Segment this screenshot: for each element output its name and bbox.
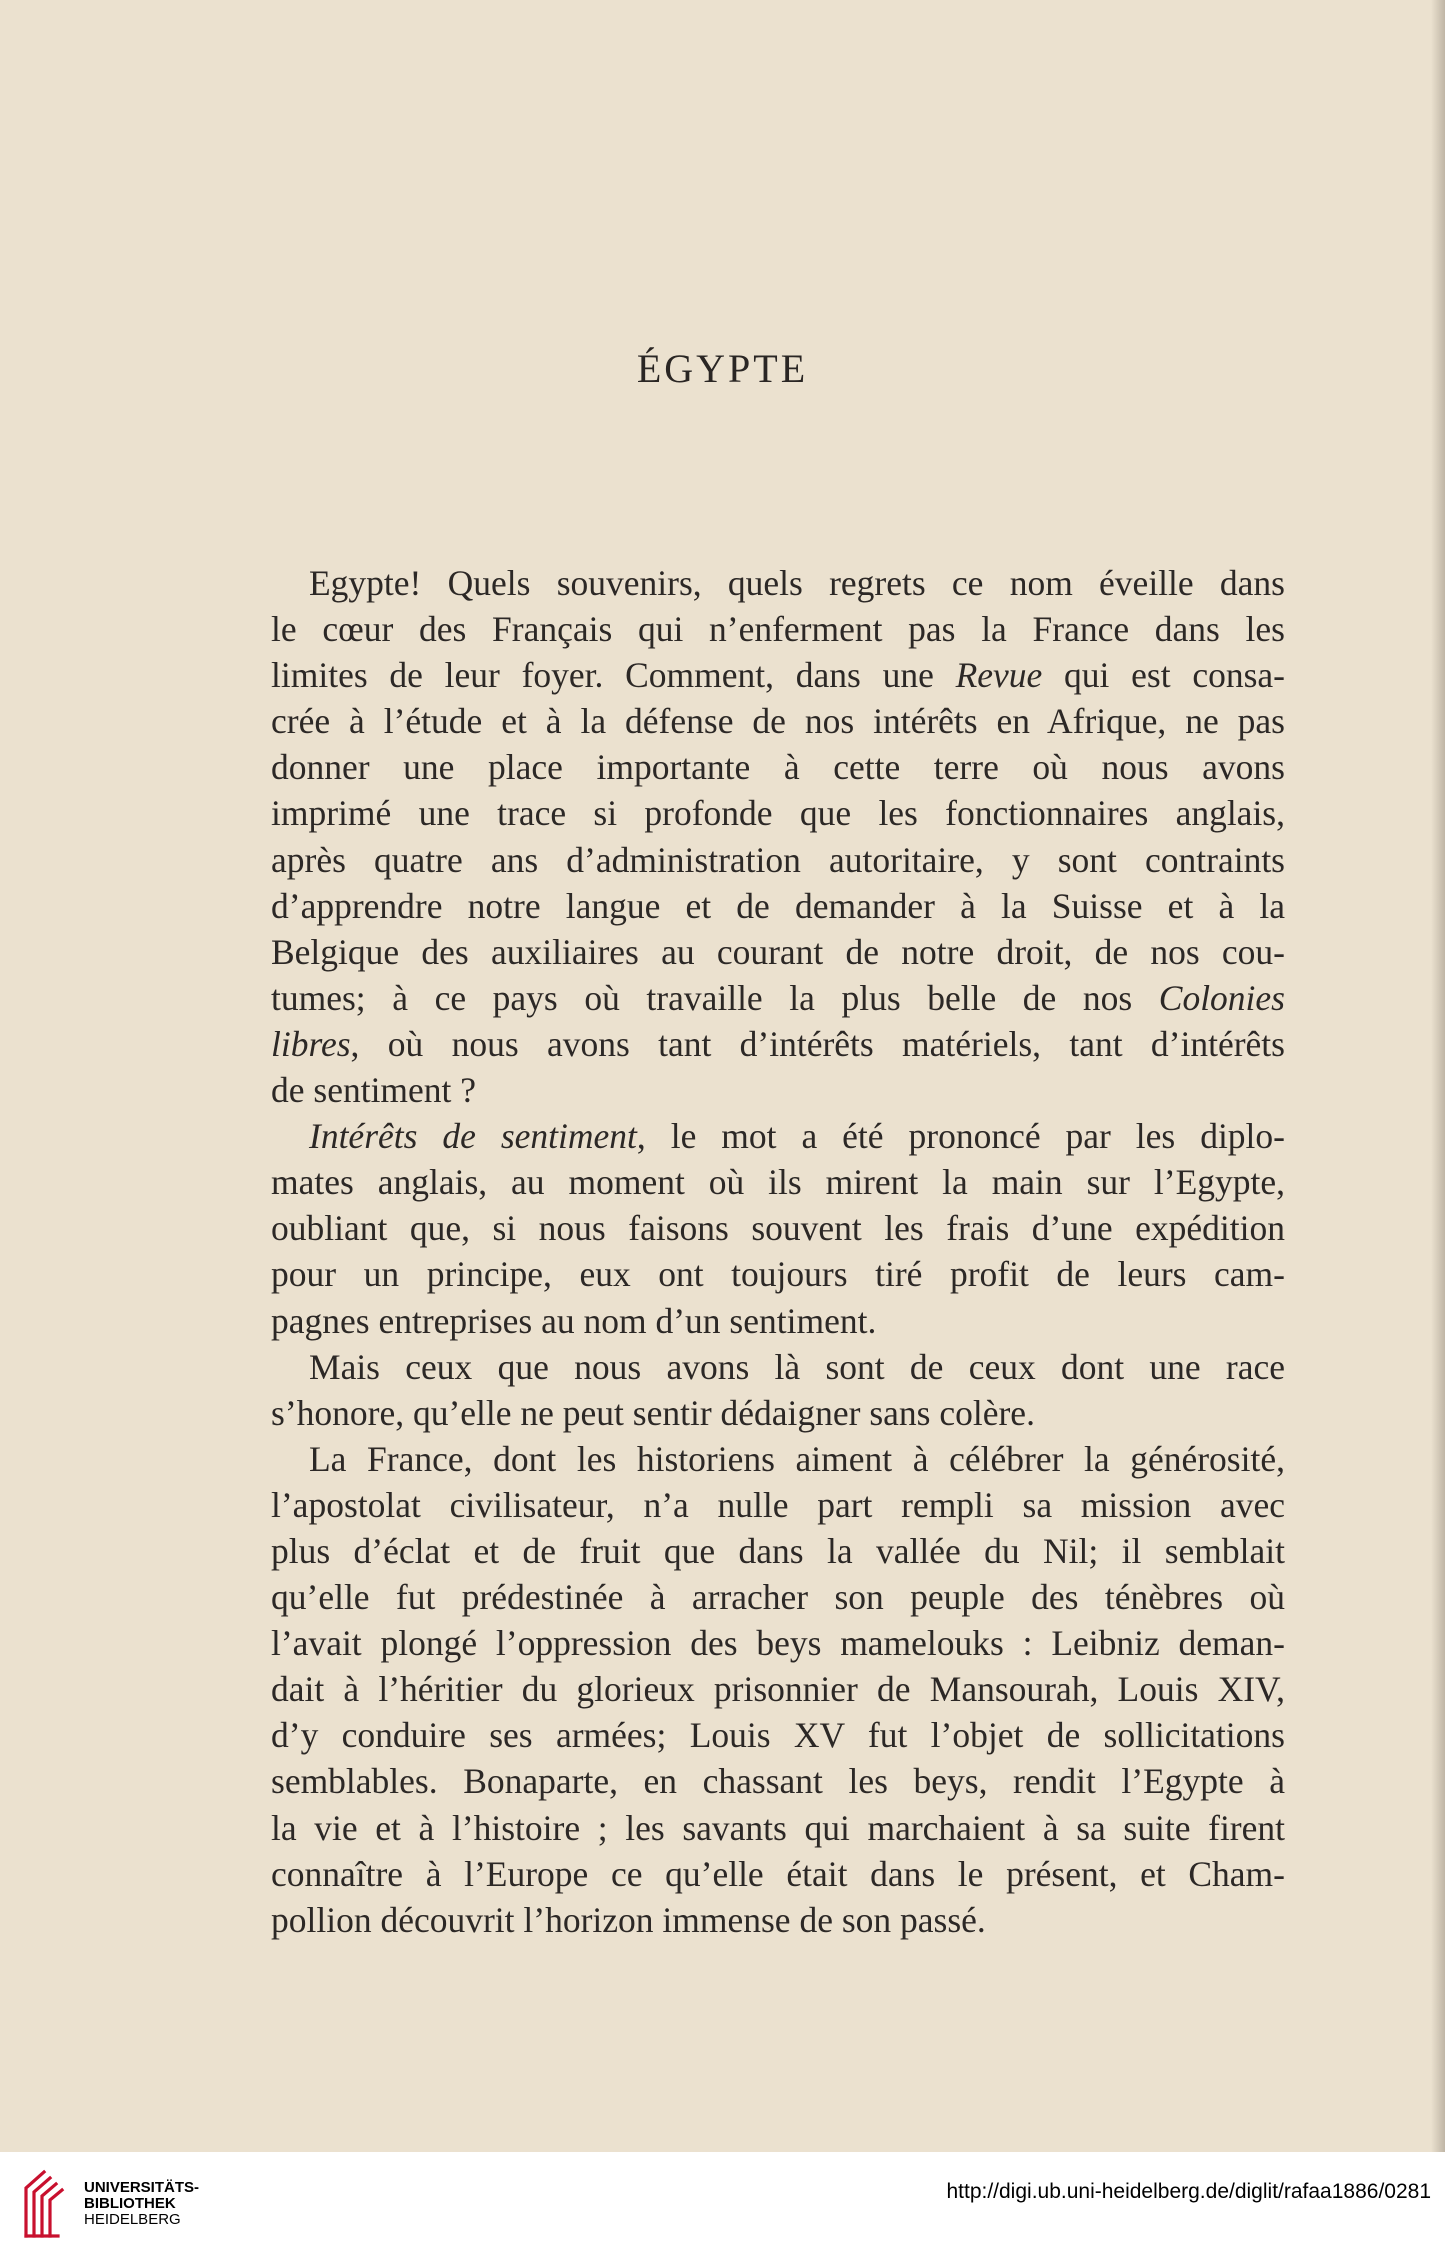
text-line: d’apprendre notre langue et de demander à la Suisse et à la — [271, 885, 1285, 926]
text-line: donner une place importante à cette terre où nous avons — [271, 747, 1285, 788]
text-line: mates anglais, au moment où ils mirent la main sur l’Egypte, — [271, 1162, 1285, 1203]
text-line: tumes; à ce pays où travaille la plus belle de nos Colonies — [271, 977, 1285, 1018]
library-name — [84, 2180, 199, 2228]
text-line: pour un principe, eux ont toujours tiré profit de leurs cam- — [271, 1254, 1285, 1295]
text-line: imprimé une trace si profonde que les fonctionnaires anglais, — [271, 793, 1285, 834]
text-line: crée à l’étude et à la défense de nos intérêts en Afrique, ne pas — [271, 701, 1285, 742]
italic-phrase: Revue — [955, 655, 1043, 696]
source-url-link[interactable]: http://digi.ub.uni-heidelberg.de/diglit/rafaa1886/0281 — [946, 2180, 1431, 2203]
text-line: de sentiment ? — [271, 1070, 477, 1111]
page-edge-shadow — [1431, 0, 1445, 2152]
italic-phrase: libres — [271, 1023, 351, 1064]
text-line: libres, où nous avons tant d’intérêts matériels, tant d’intérêts — [271, 1023, 1285, 1064]
text-line: limites de leur foyer. Comment, dans une Revue qui est consa- — [271, 655, 1285, 696]
text-line: qu’elle fut prédestinée à arracher son peuple des ténèbres où — [271, 1577, 1285, 1618]
italic-phrase: Colonies — [1158, 977, 1285, 1018]
text-line: connaître à l’Europe ce qu’elle était dans le présent, et Cham- — [271, 1853, 1285, 1894]
text-line: d’y conduire ses armées; Louis XV fut l’objet de sollicitations — [271, 1715, 1285, 1756]
text-line: plus d’éclat et de fruit que dans la vallée du Nil; il semblait — [271, 1530, 1285, 1571]
text-line: semblables. Bonaparte, en chassant les beys, rendit l’Egypte à — [271, 1761, 1285, 1802]
text-line: La France, dont les historiens aiment à célébrer la générosité, — [309, 1438, 1285, 1479]
text-line: la vie et à l’histoire ; les savants qui marchaient à sa suite firent — [271, 1807, 1285, 1848]
text-line: l’avait plongé l’oppression des beys mamelouks : Leibniz deman- — [271, 1623, 1285, 1664]
text-line: après quatre ans d’administration autoritaire, y sont contraints — [271, 839, 1285, 880]
text-line: Egypte! Quels souvenirs, quels regrets ce nom éveille dans — [309, 563, 1285, 603]
text-line: oubliant que, si nous faisons souvent les frais d’une expédition — [271, 1208, 1285, 1249]
library-name-line: HEIDELBERG — [84, 2211, 181, 2228]
text-line: Intérêts de sentiment, le mot a été prononcé par les diplo- — [309, 1116, 1285, 1157]
library-name-line: UNIVERSITÄTS- — [84, 2179, 200, 2196]
footer-bar — [0, 2152, 1445, 2258]
italic-phrase: Intérêts de sentiment — [309, 1116, 637, 1157]
text-line: s’honore, qu’elle ne peut sentir dédaigner sans colère. — [271, 1392, 1035, 1433]
text-line: l’apostolat civilisateur, n’a nulle part rempli sa mission avec — [271, 1484, 1285, 1525]
text-line: pollion découvrit l’horizon immense de son passé. — [271, 1899, 986, 1940]
text-line: le cœur des Français qui n’enferment pas la France dans les — [271, 609, 1285, 650]
text-line: dait à l’héritier du glorieux prisonnier de Mansourah, Louis XIV, — [271, 1669, 1285, 1710]
text-line: Belgique des auxiliaires au courant de notre droit, de nos cou- — [271, 931, 1285, 972]
text-line: pagnes entreprises au nom d’un sentiment. — [271, 1300, 877, 1341]
library-name-line: BIBLIOTHEK — [84, 2195, 176, 2212]
article-body — [271, 560, 1285, 1943]
text-line: Mais ceux que nous avons là sont de ceux dont une race — [309, 1346, 1285, 1387]
library-logo-icon — [18, 2166, 74, 2242]
page-title: ÉGYPTE — [636, 346, 809, 391]
